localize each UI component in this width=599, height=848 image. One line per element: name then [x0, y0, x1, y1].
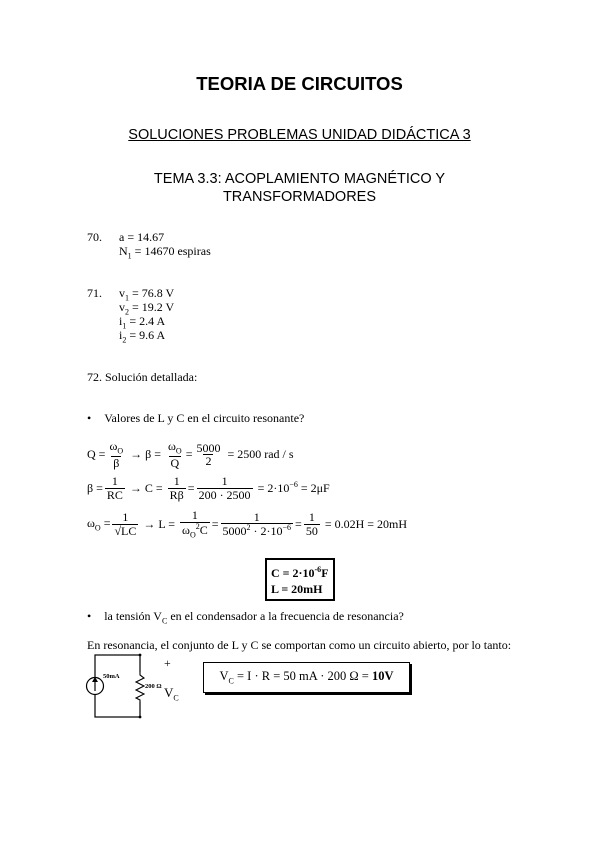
problem-71-number: 71.	[87, 286, 102, 300]
boxed-result-lc	[265, 558, 335, 601]
vc-label: $V_C$	[164, 685, 179, 703]
problem-70-number: 70.	[87, 230, 102, 244]
problem-71-row: $i_2 = 9.6$ A	[119, 328, 166, 345]
document-subtitle: SOLUCIONES PROBLEMAS UNIDAD DIDÁCTICA 3	[128, 127, 471, 143]
problem-71-row: $i_1 = 2.4$ A	[119, 314, 166, 331]
equation-q: Q = $\frac{\omega_O}{\beta}$ → β = $\frac{\omega_O}{Q}$ = $\frac{5000}{2}$ = 2500 rad / s	[87, 439, 294, 470]
bullet-1	[87, 411, 304, 426]
boxed-result-l: L = 20mH	[271, 582, 323, 596]
equation-omega: $\omega_O$ = $\frac{1}{√LC}$ → L = $\frac{1}{\omega_O^2C}$ = $\frac{1}{5000^2 \cdot 2\cdot 10^{-6}}$ = $\frac{1}{50}$ = 0.02H = 20mH	[87, 508, 408, 539]
equation-beta: β = $\frac{1}{RC}$ → C = $\frac{1}{R\beta}$ = $\frac{1}{200 \cdot 2500}$ = $2\cdot 10^{-6} = 2\mu F$	[87, 474, 330, 502]
problem-70-line2: $N_1 = 14670$ espiras	[119, 244, 211, 261]
boxed-result-c: $C = 2\cdot 10^{-6}F$	[271, 565, 329, 580]
document-title: TEORIA DE CIRCUITOS	[196, 73, 403, 94]
vc-result-box: $V_C = I \cdot R = 50$ mA · 200 Ω = 10V	[203, 662, 410, 693]
problem-70-line1: a = 14.67	[119, 230, 165, 244]
bullet-2	[87, 609, 404, 625]
resonance-text: En resonancia, el conjunto de L y C se comportan como un circuito abierto, por lo tanto:	[87, 638, 512, 652]
problem-72-heading: 72. Solución detallada:	[87, 370, 198, 384]
plus-sign: +	[164, 656, 171, 670]
problem-71-row: $v_1 = 76.8$ V	[119, 286, 175, 303]
problem-71-row: $v_2 = 19.2$ V	[119, 300, 175, 317]
tema-title-line1: TEMA 3.3: ACOPLAMIENTO MAGNÉTICO Y	[153, 171, 446, 187]
resistor-label: 200 Ω	[145, 683, 162, 690]
bullet-dot: •	[87, 411, 92, 425]
tema-title-line2: TRANSFORMADORES	[222, 189, 377, 205]
bullet-1-text: Valores de L y C en el circuito resonante?	[104, 411, 305, 425]
bullet-2-text: la tensión $V_C$ en el condensador a la frecuencia de resonancia?	[104, 609, 404, 626]
source-label: 50mA	[103, 673, 120, 680]
bullet-dot: •	[87, 609, 92, 623]
